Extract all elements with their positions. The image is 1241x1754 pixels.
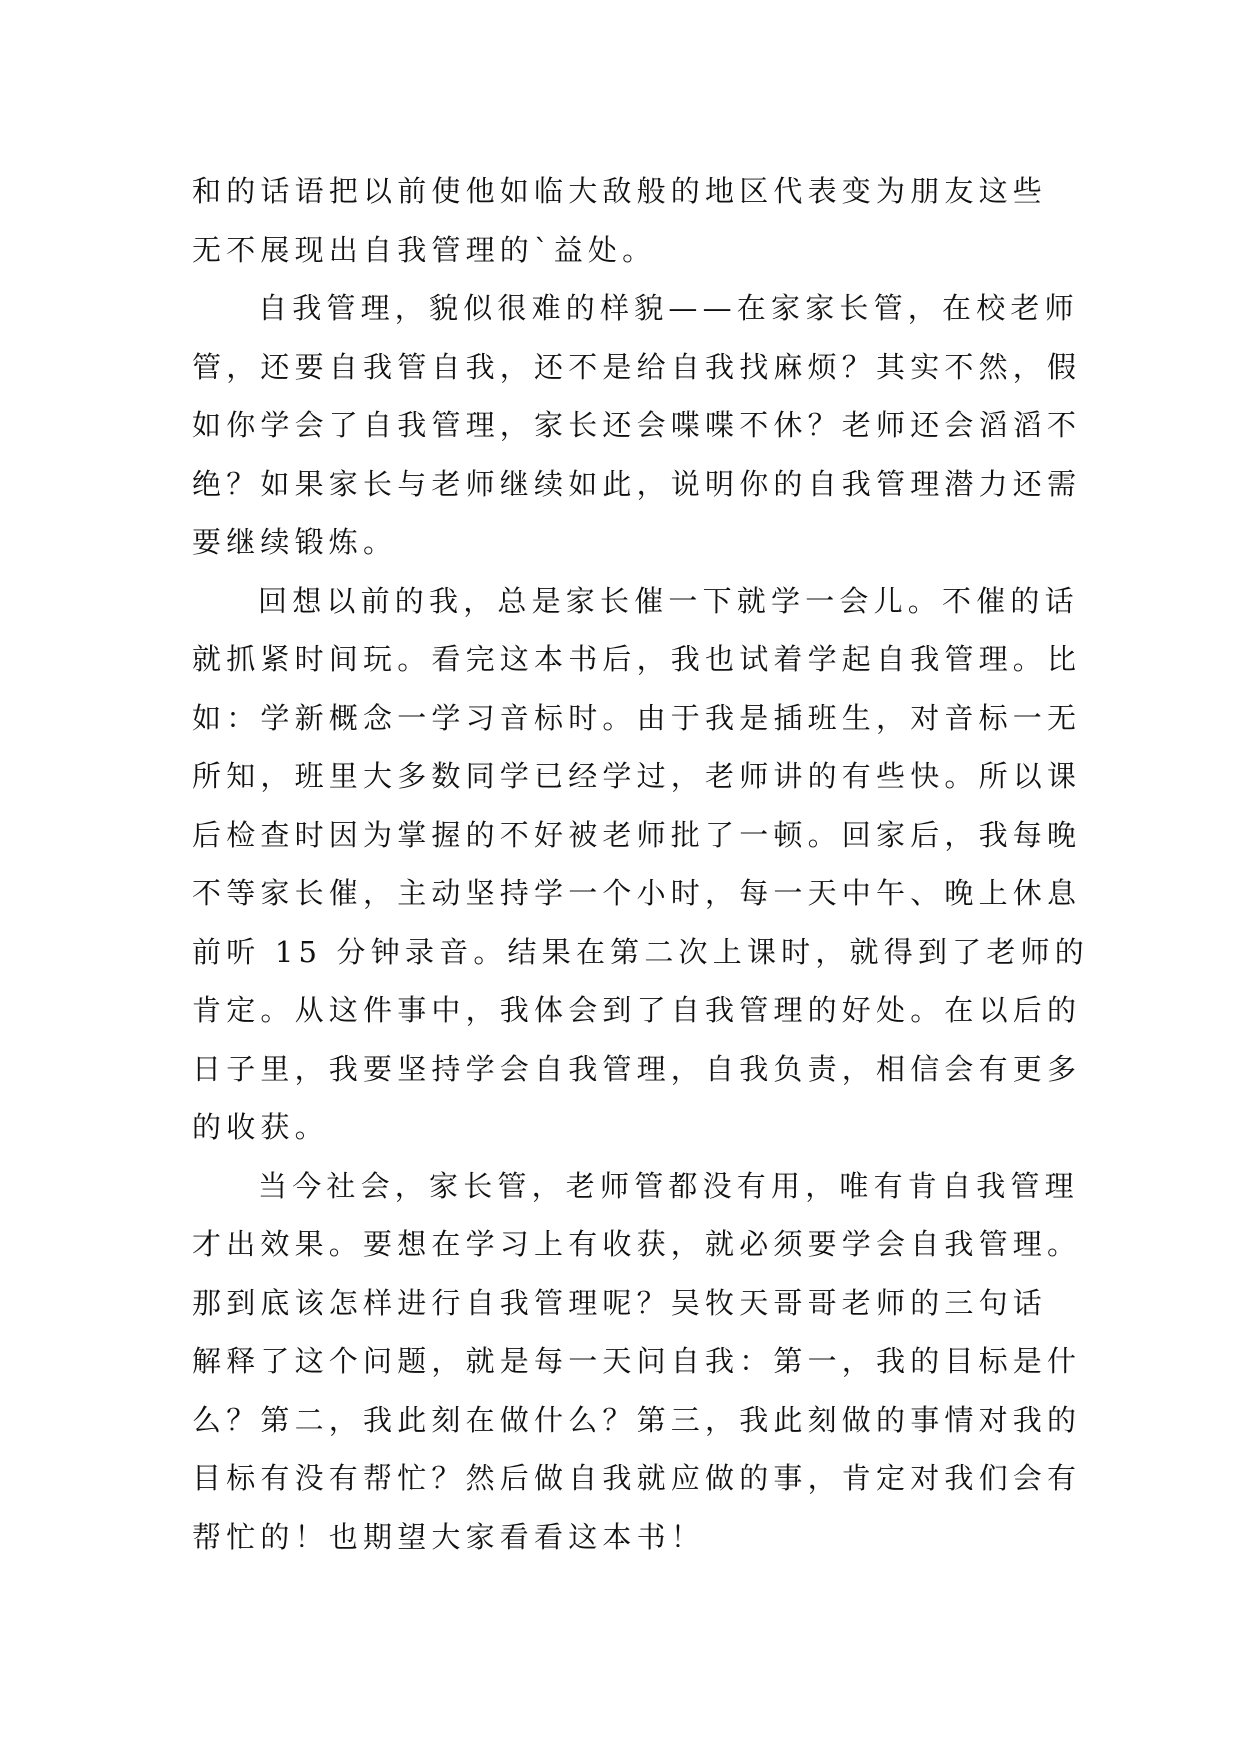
text-line: 管，还要自我管自我，还不是给自我找麻烦？其实不然，假 [192, 349, 1082, 384]
text-line: 的收获。 [192, 1110, 329, 1144]
text-line: 解释了这个问题，就是每一天问自我：第一，我的目标是什 [192, 1344, 1082, 1378]
text-line: 肯定。从这件事中，我体会到了自我管理的好处。在以后的 [192, 993, 1082, 1027]
paragraph-3 [192, 572, 1089, 1157]
text-line: 么？第二，我此刻在做什么？第三，我此刻做的事情对我的 [192, 1402, 1082, 1437]
text-line: 当今社会，家长管，老师管都没有用，唯有肯自我管理 [258, 1168, 1079, 1203]
body-text [192, 162, 1089, 1566]
text-line: 才出效果。要想在学习上有收获，就必须要学会自我管理。 [192, 1227, 1082, 1261]
text-line: 要继续锻炼。 [192, 525, 398, 559]
text-line: 日子里，我要坚持学会自我管理，自我负责，相信会有更多 [192, 1051, 1082, 1086]
text-line: 和的话语把以前使他如临大敌般的地区代表变为朋友这些 [192, 174, 1048, 208]
text-line: 如你学会了自我管理，家长还会喋喋不休？老师还会滔滔不 [192, 408, 1082, 442]
text-line: 如：学新概念一学习音标时。由于我是插班生，对音标一无 [192, 700, 1082, 735]
text-line: 自我管理，貌似很难的样貌——在家家长管，在校老师 [258, 291, 1079, 325]
text-line: 回想以前的我，总是家长催一下就学一会儿。不催的话 [258, 583, 1079, 618]
text-line: 目标有没有帮忙？然后做自我就应做的事，肯定对我们会有 [192, 1461, 1082, 1495]
text-line: 所知，班里大多数同学已经学过，老师讲的有些快。所以课 [192, 759, 1082, 793]
text-line: 前听 15 分钟录音。结果在第二次上课时，就得到了老师的 [192, 934, 1089, 969]
text-line: 那到底该怎样进行自我管理呢？吴牧天哥哥老师的三句话 [192, 1285, 1048, 1320]
text-line: 绝？如果家长与老师继续如此，说明你的自我管理潜力还需 [192, 466, 1082, 501]
text-line: 无不展现出自我管理的`益处。 [192, 232, 657, 267]
paragraph-2 [192, 279, 1082, 572]
text-line: 就抓紧时间玩。看完这本书后，我也试着学起自我管理。比 [192, 642, 1082, 676]
paragraph-1 [192, 162, 1052, 279]
paragraph-4 [192, 1157, 1082, 1567]
text-line: 后检查时因为掌握的不好被老师批了一顿。回家后，我每晚 [192, 817, 1082, 852]
text-line: 帮忙的！也期望大家看看这本书！ [192, 1519, 706, 1554]
text-line: 不等家长催，主动坚持学一个小时，每一天中午、晚上休息 [192, 876, 1082, 910]
